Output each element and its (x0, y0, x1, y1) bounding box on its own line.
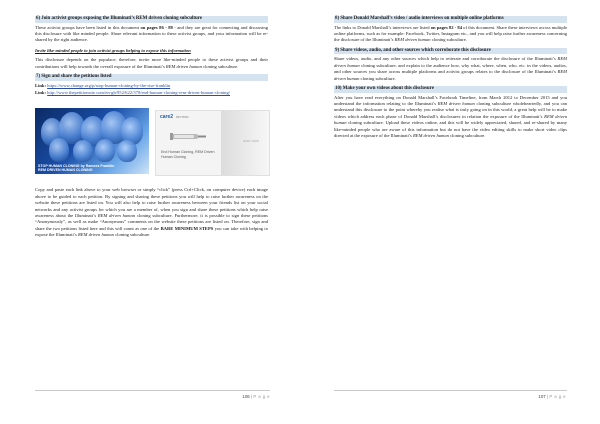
section-9-heading: 9) Share videos, audio, and other sources which corroborate this disclosure (334, 48, 567, 55)
section-10-heading: 10) Make your own videos about this disclosure (334, 86, 567, 93)
petition-image-stop-cloning[interactable] (35, 108, 149, 174)
section-8-heading: 8) Share Donald Marshall’s video / audio interviews on multiple online platforms (334, 16, 567, 23)
section-6-heading: 6) Join activist groups exposing the Illuminati’s REM driven cloning subculture (35, 16, 268, 23)
page-footer-left: 106 | P a g e (242, 394, 270, 399)
petition-link-1: Link: https://www.change.org/p/stop-human-cloning-by-the-rise-franklin (35, 82, 171, 88)
invite-body: This disclosure depends on the populace; therefore, invite more like-minded people to these activist groups and their contributions will help towards the overall exposure of the Illuminati’s REM driven human cloning subculture. (35, 57, 268, 69)
left-column (35, 16, 268, 243)
page-right (300, 0, 600, 424)
invite-heading: Invite like-minded people to join activist groups helping to expose this information (35, 47, 191, 53)
image-2-caption-line-2: Human Cloning (161, 154, 186, 159)
section-10-body: After you have read everything on Donald Marshall’s Facebook Timeline, from March 2012 to December 2015 and you understand the information relating to the Illuminati’s REM driven human cloning subculture wholeheartedly, and you can understand this disclosure to the point whereby you realise what is truly going on in this world, a great help will be to make videos which address each phase of Donald Marshall’s disclosures in relation the exposure of the Illuminati’s REM driven human cloning subculture. Upload these videos online, and this will be widely appreciated, shared, and re-shared by many like-minded people who are aware of this information but do not have the video editing skills to make short video clips directed at the exposure of the Illuminati’s REM driven human cloning subculture. (334, 94, 567, 139)
care2-logo: care2 (160, 114, 174, 121)
page-number: 107 (538, 394, 546, 399)
image-2-caption-line-1: End Human Cloning, REM Driven (161, 150, 215, 155)
section-9-body: Share videos, audio, and any other sources which help to reiterate and corroborate the disclosure of the Illuminati’s REM driven human cloning subculture, and explain to the audience how, why what, where, when, who, etc. in the videos, audios, and other sources you share across multiple platforms and activist groups relates to the disclosure of the Illuminati’s REM driven human cloning subculture. (334, 56, 567, 81)
right-column (334, 16, 567, 143)
petition-image-care2[interactable] (155, 110, 270, 176)
syringe-icon (170, 127, 208, 147)
petition-link-2: Link: http://www.thepetitionsite.com/en-gb/952/622/378/end-human-cloning-rem-driven-human-cloning/ (35, 90, 231, 96)
footer-rule (334, 390, 567, 391)
section-7-heading: 7) Sign and share the petitions listed (35, 74, 268, 81)
page-footer-right: 107 | P a g e (538, 394, 566, 399)
image-1-caption-line-1: STOP HUMAN CLONING by Rameez Franklin (38, 164, 115, 169)
petitions-instructions: Copy and paste each link above to your web browser or simply “click” (press Ctrl+Click, on computer device) each image above to be guided to each petition. By signing and sharing these petitions you will help to raise further awareness on the website these petitions are listed on. You will also help to raise further awareness between your friends list on your social networks and any activist groups for which you are a member of, when you sign and share these petitions which help raise awareness about the Illuminati’s REM driven human cloning subculture. Furthermore, it is possible to sign these petitions “Anonymously”, as well as make “Anonymous” comments on the website these petitions are listed on. Therefore, sign and share the two petitions listed here and this will count as one of the BARE MINIMUM STEPS you can take with helping to expose the Illuminati’s REM driven human cloning subculture. (35, 187, 269, 238)
petition-images (35, 108, 268, 177)
footer-rule (35, 390, 270, 391)
sign-now-text: SIGN NOW (243, 140, 259, 144)
care2-logo-sub: PETITIONS (176, 116, 189, 120)
page-number: 106 (242, 394, 250, 399)
section-6-body: These activist groups have been listed in this document on pages 86 - 88 - and they are great for connecting and discussing this disclosure with like minded people. Share relevant information to these activist groups, and your information will be re-shared by the right audience. (35, 24, 269, 43)
petition-link-1-url[interactable]: https://www.change.org/p/stop-human-cloning-by-the-rise-franklin (47, 82, 171, 88)
image-1-caption-line-2: REM DRIVEN HUMAN CLONING (38, 168, 93, 173)
petition-link-2-url[interactable]: http://www.thepetitionsite.com/en-gb/952/622/378/end-human-cloning-rem-driven-human-cloning/ (47, 90, 231, 96)
section-8-body: The links to Donald Marshall’s interviews are listed on pages 82 - 84 of this document. Share these interviews across multiple online platforms, such as for example: Facebook, Twitter, Instagram etc., and you will help raise further awareness concerning the disclosure of the Illuminati’s REM driven human cloning subculture. (334, 24, 568, 43)
